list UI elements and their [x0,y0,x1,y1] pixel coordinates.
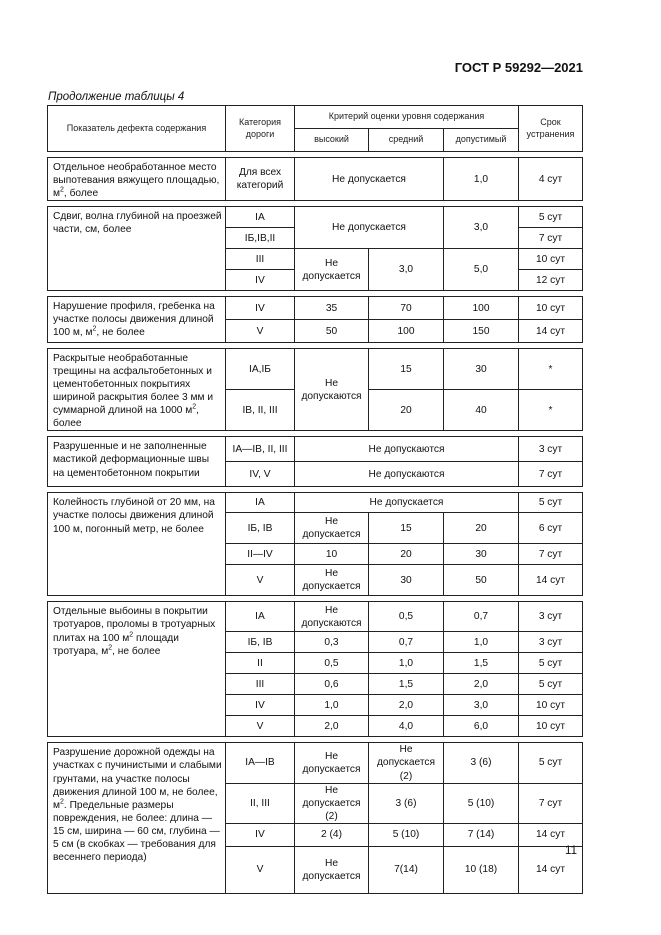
allowed-cell: 5,0 [444,249,519,291]
term-cell: 10 сут [519,249,583,270]
header-category: Категория дороги [226,106,295,152]
category-cell: IБ, IB [226,513,295,544]
indicator-cell: Отдельные выбоины в покрытии тротуаров, проломы в тротуарных плитах на 100 $м^2$ площади тротуара, $м^2$, не более [48,602,226,737]
merged-criteria-cell: Не допускается [295,493,519,513]
high-cell: Не допускаются [295,602,369,632]
term-cell: 12 сут [519,270,583,291]
table-row [48,158,583,201]
table-row [48,349,583,390]
header-term: Срок устранения [519,106,583,152]
medium-cell: 3 (6) [369,783,444,823]
high-cell: 0,3 [295,632,369,653]
category-cell: IB, II, III [226,390,295,431]
merged-criteria-cell: Не допускается [295,207,444,249]
medium-cell: 1,5 [369,674,444,695]
allowed-cell: 3,0 [444,695,519,716]
table-row [48,297,583,320]
category-cell: Для всех категорий [226,158,295,201]
merged-criteria-cell: Не допускается [295,158,444,201]
medium-cell: 70 [369,297,444,320]
category-cell: IV [226,297,295,320]
allowed-cell: 50 [444,565,519,596]
allowed-cell: 30 [444,544,519,565]
medium-cell: 5 (10) [369,823,444,846]
medium-cell: 0,7 [369,632,444,653]
allowed-cell: 1,5 [444,653,519,674]
term-cell: 7 сут [519,462,583,487]
term-cell: 10 сут [519,297,583,320]
high-cell: 1,0 [295,695,369,716]
allowed-cell: 150 [444,320,519,343]
high-cell: 2 (4) [295,823,369,846]
term-cell: 4 сут [519,158,583,201]
category-cell: II [226,653,295,674]
high-cell: Не допускается (2) [295,783,369,823]
medium-cell: 15 [369,513,444,544]
allowed-cell: 2,0 [444,674,519,695]
medium-cell: 100 [369,320,444,343]
category-cell: III [226,674,295,695]
term-cell: 3 сут [519,632,583,653]
medium-cell: 3,0 [369,249,444,291]
medium-cell: Не допускается (2) [369,743,444,783]
category-cell: V [226,565,295,596]
medium-cell: 0,5 [369,602,444,632]
high-cell: 10 [295,544,369,565]
allowed-cell: 10 (18) [444,846,519,893]
high-cell: 50 [295,320,369,343]
term-cell: 5 сут [519,674,583,695]
category-cell: II, III [226,783,295,823]
category-cell: IA—IB, II, III [226,437,295,462]
term-cell: 14 сут [519,823,583,846]
term-cell: * [519,390,583,431]
category-cell: V [226,716,295,737]
medium-cell: 20 [369,390,444,431]
term-cell: 14 сут [519,320,583,343]
term-cell: 5 сут [519,493,583,513]
term-cell: 7 сут [519,228,583,249]
indicator-cell: Сдвиг, волна глубиной на проезжей части, см, более [48,207,226,291]
table-row [48,602,583,632]
indicator-cell: Нарушение профиля, гребенка на участке полосы движения длиной 100 м, $м^2$, не более [48,297,226,343]
table-row [48,493,583,513]
high-cell: Не допускается [295,743,369,783]
allowed-cell: 100 [444,297,519,320]
category-cell: IV [226,270,295,291]
merged-criteria-cell: Не допускаются [295,437,519,462]
category-cell: IA [226,207,295,228]
allowed-cell: 6,0 [444,716,519,737]
medium-cell: 20 [369,544,444,565]
table-header [48,106,583,152]
term-cell: 3 сут [519,437,583,462]
table-row [48,437,583,462]
defects-table [47,105,583,894]
allowed-cell: 5 (10) [444,783,519,823]
medium-cell: 2,0 [369,695,444,716]
term-cell: 14 сут [519,846,583,893]
indicator-cell: Разрушенные и не заполненные мастикой деформационные швы на цементобетонном покрытии [48,437,226,487]
table-row [48,743,583,783]
high-cell: 35 [295,297,369,320]
header-indicator: Показатель дефекта содержания [48,106,226,152]
indicator-cell: Разрушение дорожной одежды на участках с пучинистыми и слабыми грунтами, на участке полосы движения длиной 100 м, не более, $м^2$. Предельные размеры повреждения, не более: длина — 15 см, ширина — 60 см, глубина — 5 см (в скобках — требования для весеннего периода) [48,743,226,893]
allowed-cell: 1,0 [444,158,519,201]
high-cell: 2,0 [295,716,369,737]
term-cell: 7 сут [519,544,583,565]
term-cell: 14 сут [519,565,583,596]
page-number: 11 [565,845,577,857]
medium-cell: 30 [369,565,444,596]
term-cell: 5 сут [519,653,583,674]
term-cell: 10 сут [519,716,583,737]
category-cell: IA—IB [226,743,295,783]
high-cell: 0,6 [295,674,369,695]
category-cell: IV [226,823,295,846]
medium-cell: 15 [369,349,444,390]
header-medium: средний [369,129,444,152]
category-cell: IБ, IB [226,632,295,653]
term-cell: 7 сут [519,783,583,823]
allowed-cell: 30 [444,349,519,390]
high-cell: Не допускается [295,565,369,596]
table-row [48,207,583,228]
term-cell: 3 сут [519,602,583,632]
term-cell: 6 сут [519,513,583,544]
term-cell: 10 сут [519,695,583,716]
category-cell: IA [226,493,295,513]
medium-cell: 4,0 [369,716,444,737]
allowed-cell: 0,7 [444,602,519,632]
allowed-cell: 20 [444,513,519,544]
category-cell: IA,IБ [226,349,295,390]
high-cell: Не допускаются [295,349,369,431]
medium-cell: 7(14) [369,846,444,893]
term-cell: 5 сут [519,207,583,228]
high-cell: Не допускается [295,513,369,544]
category-cell: III [226,249,295,270]
term-cell: * [519,349,583,390]
indicator-cell: Отдельное необработанное место выпотевания вяжущего площадью, $м^2$, более [48,158,226,201]
high-cell: Не допускается [295,249,369,291]
category-cell: V [226,846,295,893]
header-high: высокий [295,129,369,152]
category-cell: V [226,320,295,343]
header-criteria: Критерий оценки уровня содержания [295,106,519,129]
header-allowed: допустимый [444,129,519,152]
term-cell: 5 сут [519,743,583,783]
category-cell: IБ,IB,II [226,228,295,249]
table-caption: Продолжение таблицы 4 [48,91,185,103]
category-cell: IV [226,695,295,716]
medium-cell: 1,0 [369,653,444,674]
allowed-cell: 7 (14) [444,823,519,846]
high-cell: 0,5 [295,653,369,674]
category-cell: IV, V [226,462,295,487]
allowed-cell: 3 (6) [444,743,519,783]
indicator-cell: Раскрытые необработанные трещины на асфальтобетонных и цементобетонных покрытиях шириной раскрытия более 3 мм и суммарной длиной на 1000 $м^2$, более [48,349,226,431]
allowed-cell: 1,0 [444,632,519,653]
allowed-cell: 40 [444,390,519,431]
indicator-cell: Колейность глубиной от 20 мм, на участке полосы движения длиной 100 м, погонный метр, не более [48,493,226,596]
allowed-cell: 3,0 [444,207,519,249]
category-cell: II—IV [226,544,295,565]
document-code: ГОСТ Р 59292—2021 [454,60,583,75]
merged-criteria-cell: Не допускаются [295,462,519,487]
category-cell: IA [226,602,295,632]
high-cell: Не допускается [295,846,369,893]
